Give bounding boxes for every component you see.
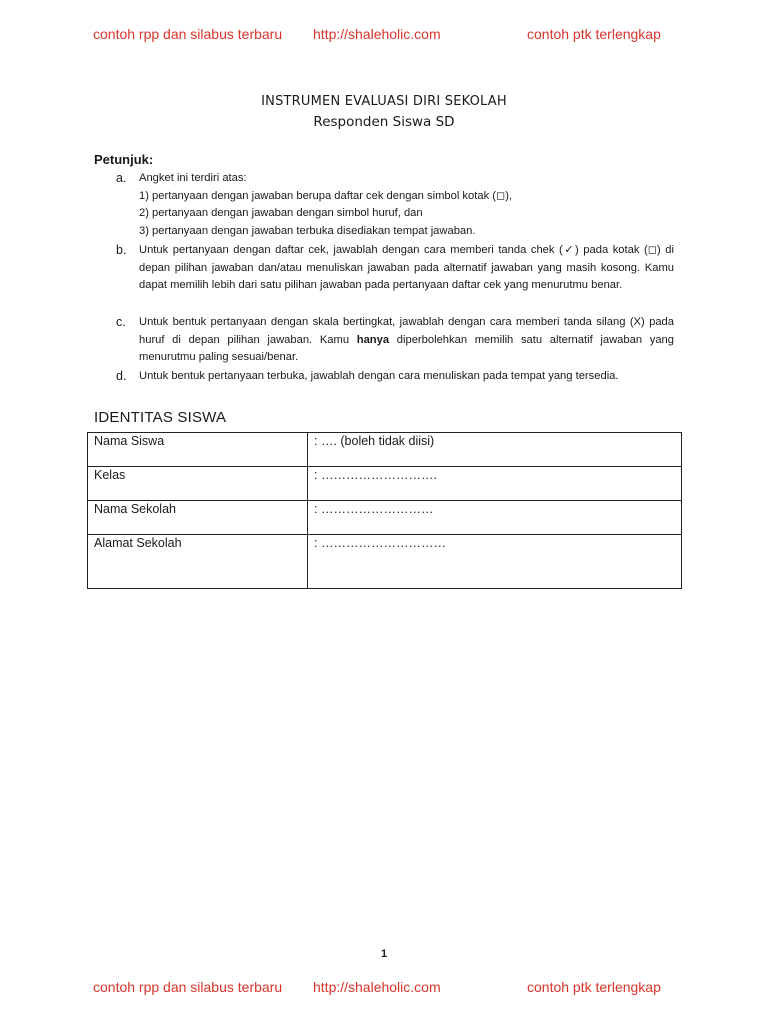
table-row <box>88 501 682 535</box>
header-promo-ptk-link[interactable]: contoh ptk terlengkap <box>527 26 661 42</box>
instruction-c-text <box>139 314 674 367</box>
instruction-c-text-before: Untuk bentuk pertanyaan dengan skala bertingkat, jawablah dengan cara memberi tanda silang (X) pada huruf di depan pilihan jawaban. Kamu <box>139 316 674 346</box>
instruction-a-intro: Angket ini terdiri atas: <box>139 172 247 184</box>
nama-siswa-field[interactable]: : …. (boleh tidak diisi) <box>308 433 682 467</box>
instruction-b-text: Untuk pertanyaan dengan daftar cek, jawablah dengan cara memberi tanda chek (✓) pada kotak (◻) di depan pilihan jawaban dan/atau menuliskan jawaban pada alternatif jawaban yang masih kosong. Kamu dapat memilih lebih dari satu pilihan jawaban pada pertanyaan daftar cek yang menurutmu benar. <box>139 244 674 292</box>
document-subtitle: Responden Siswa SD <box>313 114 455 130</box>
identitas-table <box>87 432 682 589</box>
identitas-title: IDENTITAS SISWA <box>94 409 227 426</box>
alamat-sekolah-field[interactable]: : ………………………… <box>308 535 682 589</box>
alamat-sekolah-label: Alamat Sekolah <box>88 535 308 589</box>
instruction-a-sub1: 1) pertanyaan dengan jawaban berupa daftar cek dengan simbol kotak (◻), <box>139 189 513 202</box>
nama-siswa-label: Nama Siswa <box>88 433 308 467</box>
instruction-c <box>94 314 674 367</box>
instruction-c-text-after: diperbolehkan memilih satu alternatif jawaban yang menurutmu paling sesuai/benar. <box>139 333 674 364</box>
footer-promo-rpp-link[interactable]: contoh rpp dan silabus terbaru <box>93 979 283 995</box>
instruction-a <box>94 170 674 240</box>
instruction-c-bold: hanya <box>356 333 390 346</box>
table-row <box>88 433 682 467</box>
header-promo-url-link[interactable]: http://shaleholic.com <box>313 26 441 42</box>
header-promo <box>0 26 768 46</box>
instruction-a-sub3: 3) pertanyaan dengan jawaban terbuka disediakan tempat jawaban. <box>139 224 476 237</box>
footer-promo-ptk-link[interactable]: contoh ptk terlengkap <box>527 979 661 995</box>
kelas-field[interactable]: : ………………………. <box>308 467 682 501</box>
table-row <box>88 467 682 501</box>
petunjuk-label: Petunjuk: <box>94 152 154 167</box>
document-title: INSTRUMEN EVALUASI DIRI SEKOLAH <box>261 94 507 109</box>
page-number: 1 <box>380 948 388 960</box>
instruction-a-marker: a. <box>116 171 127 185</box>
instruction-d <box>94 368 674 386</box>
instruction-a-sub2: 2) pertanyaan dengan jawaban dengan simbol huruf, dan <box>139 207 423 220</box>
header-promo-rpp-link[interactable]: contoh rpp dan silabus terbaru <box>93 26 283 42</box>
kelas-label: Kelas <box>88 467 308 501</box>
instruction-d-text: Untuk bentuk pertanyaan terbuka, jawablah dengan cara menuliskan pada tempat yang tersedia. <box>139 370 619 382</box>
footer-promo-url-link[interactable]: http://shaleholic.com <box>313 979 441 995</box>
nama-sekolah-label: Nama Sekolah <box>88 501 308 535</box>
table-row <box>88 535 682 589</box>
instruction-c-marker: c. <box>116 315 126 329</box>
instruction-b <box>94 242 674 295</box>
footer-promo <box>0 979 768 999</box>
nama-sekolah-field[interactable]: : ……………………… <box>308 501 682 535</box>
instruction-b-marker: b. <box>116 243 127 257</box>
instruction-d-marker: d. <box>116 369 127 383</box>
